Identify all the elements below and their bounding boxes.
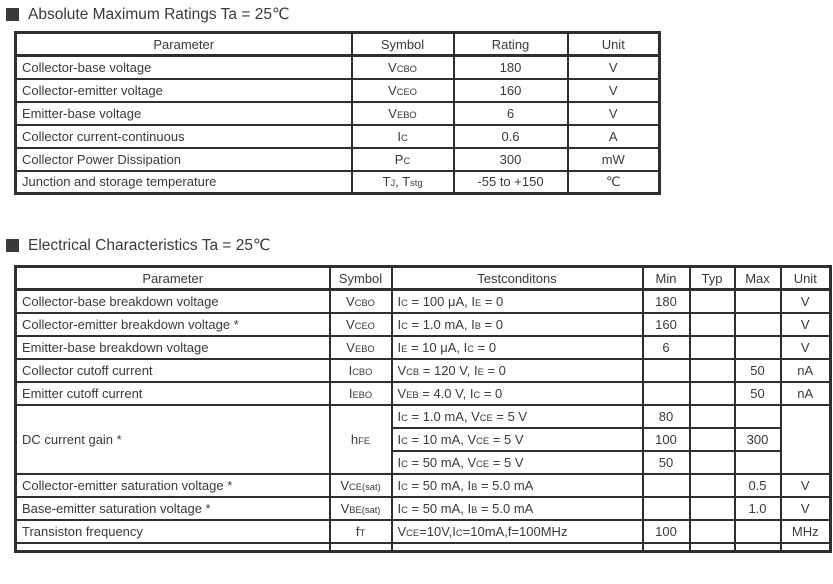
table-row: [16, 359, 831, 382]
table-cell: VCBO: [352, 56, 454, 79]
table-cell: V: [781, 497, 831, 520]
table-cell: Emitter-base breakdown voltage: [16, 336, 330, 359]
table-cell: VEBO: [352, 102, 454, 125]
table-cell: V: [781, 290, 831, 313]
table-cell: 100: [643, 520, 690, 543]
table-cell: [735, 405, 781, 428]
table-row: [16, 520, 831, 543]
table-cell: IC = 50 mA, IB = 5.0 mA: [392, 474, 643, 497]
table-cell: [690, 451, 735, 474]
table-cell: Collector-base voltage: [16, 56, 352, 79]
table-cell: Collector cutoff current: [16, 359, 330, 382]
section-bullet-icon: [6, 239, 19, 252]
table-cell: [735, 520, 781, 543]
table-cell: 180: [643, 290, 690, 313]
table-cell: VBE(sat): [330, 497, 392, 520]
table-cell: V: [568, 56, 660, 79]
table-cell: VCE(sat): [330, 474, 392, 497]
table-cell: 50: [735, 382, 781, 405]
absolute-maximum-ratings-section: [6, 6, 833, 195]
table-cell: Collector Power Dissipation: [16, 148, 352, 171]
table-cell: V: [781, 336, 831, 359]
table-cell: 100: [643, 428, 690, 451]
column-header: Typ: [690, 267, 735, 290]
table-cell: IC = 50 mA, IB = 5.0 mA: [392, 497, 643, 520]
table-cell: [735, 290, 781, 313]
table-cell: VCEO: [352, 79, 454, 102]
table-cell: nA: [781, 359, 831, 382]
table-cell: 6: [643, 336, 690, 359]
table-cell: IC: [352, 125, 454, 148]
table-row: [16, 171, 660, 194]
column-header: Symbol: [352, 33, 454, 56]
table-cell: 0.5: [735, 474, 781, 497]
column-header: Unit: [781, 267, 831, 290]
table-cell: [690, 359, 735, 382]
table-row: [16, 125, 660, 148]
electrical-characteristics-section: [6, 237, 833, 553]
column-header: Max: [735, 267, 781, 290]
table-cell: Collector current-continuous: [16, 125, 352, 148]
table-cell: A: [568, 125, 660, 148]
section-title-row: [6, 6, 833, 23]
table-row: [16, 336, 831, 359]
section-title: Absolute Maximum Ratings Ta = 25℃: [28, 6, 290, 23]
table-cell: [330, 543, 392, 552]
table-cell: TJ, Tstg: [352, 171, 454, 194]
table-cell: VCE=10V,IC=10mA,f=100MHz: [392, 520, 643, 543]
table-cell: [690, 382, 735, 405]
table-cell: 160: [454, 79, 568, 102]
table-cell: Emitter-base voltage: [16, 102, 352, 125]
table-cell: Transiston frequency: [16, 520, 330, 543]
table-cell: 50: [643, 451, 690, 474]
header-row: [16, 33, 660, 56]
table-cell: Collector-emitter saturation voltage *: [16, 474, 330, 497]
table-cell: Base-emitter saturation voltage *: [16, 497, 330, 520]
table-cell: V: [568, 79, 660, 102]
table-cell: Collector-emitter breakdown voltage *: [16, 313, 330, 336]
table-cell: hFE: [330, 405, 392, 474]
table-cell: V: [781, 474, 831, 497]
table-cell: VCEO: [330, 313, 392, 336]
table-cell: [643, 359, 690, 382]
table-row: [16, 497, 831, 520]
table-cell: 300: [454, 148, 568, 171]
table-cell: [392, 543, 643, 552]
table-cell: 180: [454, 56, 568, 79]
table-cell: 300: [735, 428, 781, 451]
table-row: [16, 290, 831, 313]
table-cell: [690, 336, 735, 359]
table-cell: MHz: [781, 520, 831, 543]
section-bullet-icon: [6, 8, 19, 21]
table-cell: [690, 428, 735, 451]
section-title-row: [6, 237, 833, 254]
column-header: Testconditons: [392, 267, 643, 290]
table-cell: mW: [568, 148, 660, 171]
column-header: Symbol: [330, 267, 392, 290]
table-row: [16, 382, 831, 405]
table-cell: IC = 1.0 mA, VCE = 5 V: [392, 405, 643, 428]
column-header: Parameter: [16, 33, 352, 56]
table-cell: [690, 520, 735, 543]
table-cell: 0.6: [454, 125, 568, 148]
table-cell: IEBO: [330, 382, 392, 405]
table-cell: IC = 1.0 mA, IB = 0: [392, 313, 643, 336]
table-cell: DC current gain *: [16, 405, 330, 474]
table-cell: IC = 100 μA, IE = 0: [392, 290, 643, 313]
table-cell: fT: [330, 520, 392, 543]
table-cell: Emitter cutoff current: [16, 382, 330, 405]
table-cell: [643, 474, 690, 497]
table-cell: [690, 313, 735, 336]
table-cell: [735, 336, 781, 359]
table-cell: V: [781, 313, 831, 336]
table-row: [16, 474, 831, 497]
table-cell: IC = 10 mA, VCE = 5 V: [392, 428, 643, 451]
table-cell: [735, 543, 781, 552]
table-cell: ℃: [568, 171, 660, 194]
electrical-characteristics-table: [14, 265, 832, 553]
absolute-maximum-ratings-table: [14, 31, 661, 195]
table-cell: nA: [781, 382, 831, 405]
table-cell: V: [568, 102, 660, 125]
table-cell: [643, 543, 690, 552]
table-row: [16, 405, 831, 428]
table-cell: 160: [643, 313, 690, 336]
table-row: [16, 102, 660, 125]
table-row: [16, 148, 660, 171]
column-header: Unit: [568, 33, 660, 56]
table-cell: Collector-base breakdown voltage: [16, 290, 330, 313]
column-header: Rating: [454, 33, 568, 56]
clipped-partial-row: [16, 543, 831, 552]
table-cell: 80: [643, 405, 690, 428]
table-cell: VCBO: [330, 290, 392, 313]
table-cell: IE = 10 μA, IC = 0: [392, 336, 643, 359]
table-cell: VEB = 4.0 V, IC = 0: [392, 382, 643, 405]
table-cell: VEBO: [330, 336, 392, 359]
table-cell: [16, 543, 330, 552]
column-header: Parameter: [16, 267, 330, 290]
table-cell: [781, 543, 831, 552]
header-row: [16, 267, 831, 290]
table-cell: [690, 543, 735, 552]
table-cell: [690, 474, 735, 497]
table-cell: IC = 50 mA, VCE = 5 V: [392, 451, 643, 474]
table-cell: PC: [352, 148, 454, 171]
table-cell: [781, 405, 831, 474]
table-row: [16, 313, 831, 336]
table-cell: Collector-emitter voltage: [16, 79, 352, 102]
table-cell: [690, 405, 735, 428]
table-cell: [735, 313, 781, 336]
table-cell: [643, 497, 690, 520]
table-cell: [735, 451, 781, 474]
table-cell: [643, 382, 690, 405]
table-cell: [690, 290, 735, 313]
table-cell: Junction and storage temperature: [16, 171, 352, 194]
table-cell: VCB = 120 V, IE = 0: [392, 359, 643, 382]
column-header: Min: [643, 267, 690, 290]
table-cell: 1.0: [735, 497, 781, 520]
table-cell: 6: [454, 102, 568, 125]
table-cell: -55 to +150: [454, 171, 568, 194]
table-cell: [690, 497, 735, 520]
table-cell: 50: [735, 359, 781, 382]
table-row: [16, 56, 660, 79]
section-title: Electrical Characteristics Ta = 25℃: [28, 237, 271, 254]
table-cell: ICBO: [330, 359, 392, 382]
table-row: [16, 79, 660, 102]
